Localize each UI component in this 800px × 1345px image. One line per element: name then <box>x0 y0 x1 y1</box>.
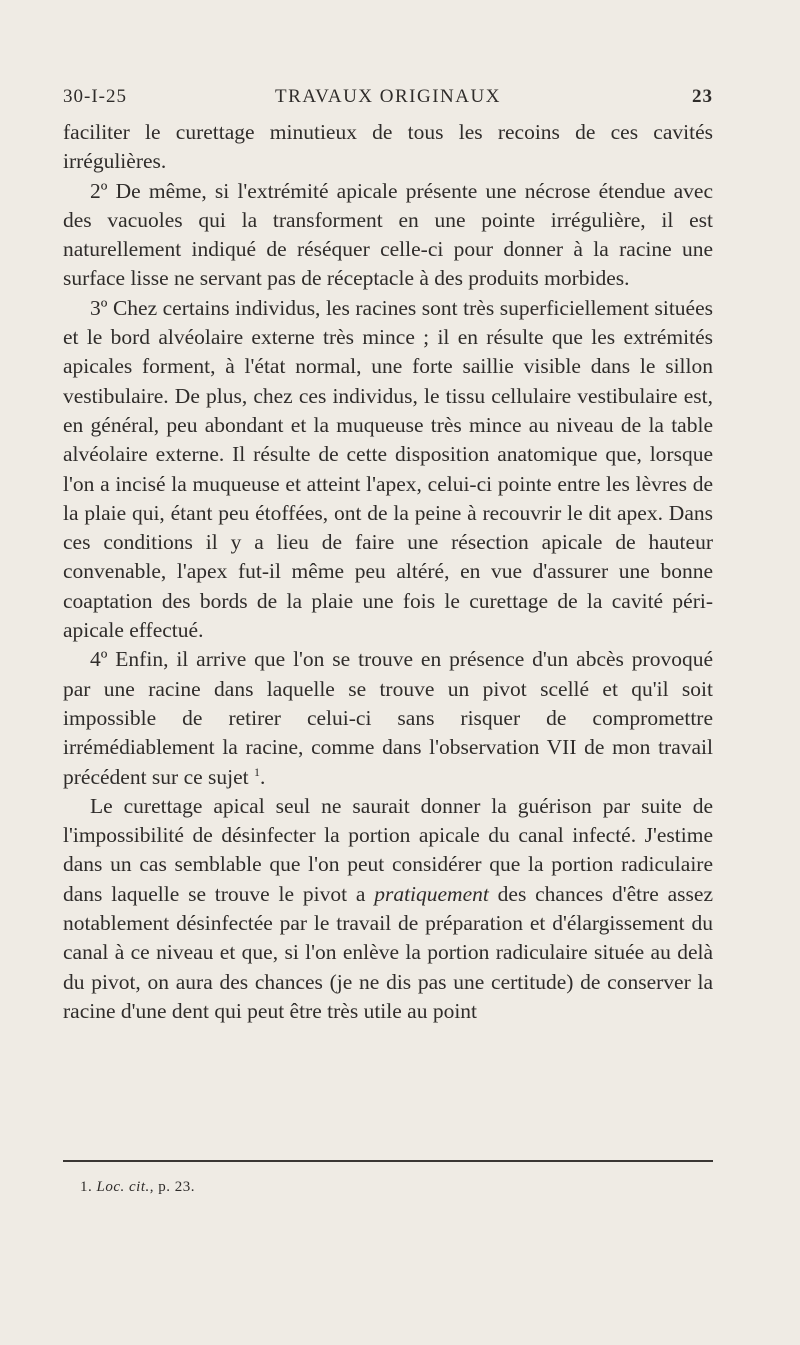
paragraph-point-3: 3º Chez certains individus, les racines sont très superficiellement situées et le bord alvéolaire externe très mince ; il en résulte que les extrémités apicales forment, à l'état normal, une forte saillie visible dans le sillon vestibulaire. De plus, chez ces individus, le tissu cellulaire vestibulaire est, en général, peu abondant et la muqueuse très mince au niveau de la table alvéolaire externe. Il résulte de cette disposition anatomique que, lorsque l'on a incisé la muqueuse et atteint l'apex, celui-ci pointe entre les lèvres de la plaie qui, étant peu étoffées, ont de la peine à recouvrir le dit apex. Dans ces conditions il y a lieu de faire une résection apicale de hauteur convenable, l'apex fut-il même peu altéré, en vue d'assurer une bonne coaptation des bords de la plaie une fois le curettage de la cavité péri-apicale effectué. <box>63 295 713 643</box>
paragraph-point-4 <box>63 645 713 791</box>
paragraph-point-2: 2º De même, si l'extrémité apicale présente une nécrose étendue avec des vacuoles qui la transforment en une pointe irrégulière, il est naturellement indiqué de réséquer celle-ci pour donner à la racine une surface lisse ne servant pas de réceptacle à des produits morbides. <box>63 178 713 291</box>
paragraph-continuation: faciliter le curettage minutieux de tous les recoins de ces cavités irrégulières. <box>63 120 713 174</box>
footnote-citation: Loc. cit. <box>96 1179 150 1195</box>
footnote-reference[interactable]: 1 <box>254 764 261 779</box>
page-number: 23 <box>692 86 713 107</box>
section-title: TRAVAUX ORIGINAUX <box>275 86 501 107</box>
body-text <box>63 118 713 1026</box>
emphasis-word: pratiquement <box>374 881 489 906</box>
paragraph-curettage <box>63 792 713 1026</box>
paragraph-curettage-end: des chances d'être assez notablement désinfectée par le travail de préparation et d'élargissement du canal à ce niveau et que, si l'on enlève la portion radiculaire située au delà du pivot, on aura des chances (je ne dis pas une certitude) de conserver la racine d'une dent qui peut être très utile au point <box>63 881 713 1023</box>
footnote <box>80 1179 195 1196</box>
footnote-rule <box>63 1160 713 1162</box>
issue-date: 30-I-25 <box>63 86 127 107</box>
paragraph-point-4-end: . <box>260 764 266 789</box>
running-head <box>63 86 713 114</box>
footnote-number: 1. <box>80 1179 93 1195</box>
footnote-page-ref: , p. 23. <box>149 1179 195 1195</box>
paragraph-curettage-start: Le curettage apical seul ne saurait donner la guérison par suite de l'impossibilité de désinfecter la portion apicale du canal infecté. J'estime dans un cas semblable que l'on peut considérer que la portion radiculaire dans laquelle se trouve le pivot a <box>63 793 713 906</box>
paragraph-point-4-text: 4º Enfin, il arrive que l'on se trouve en présence d'un abcès provoqué par une racine dans laquelle se trouve un pivot scellé et qu'il soit impossible de retirer celui-ci sans risquer de compromettre irrémédiablement la racine, comme dans l'observation VII de mon travail précédent sur ce sujet <box>63 647 713 789</box>
